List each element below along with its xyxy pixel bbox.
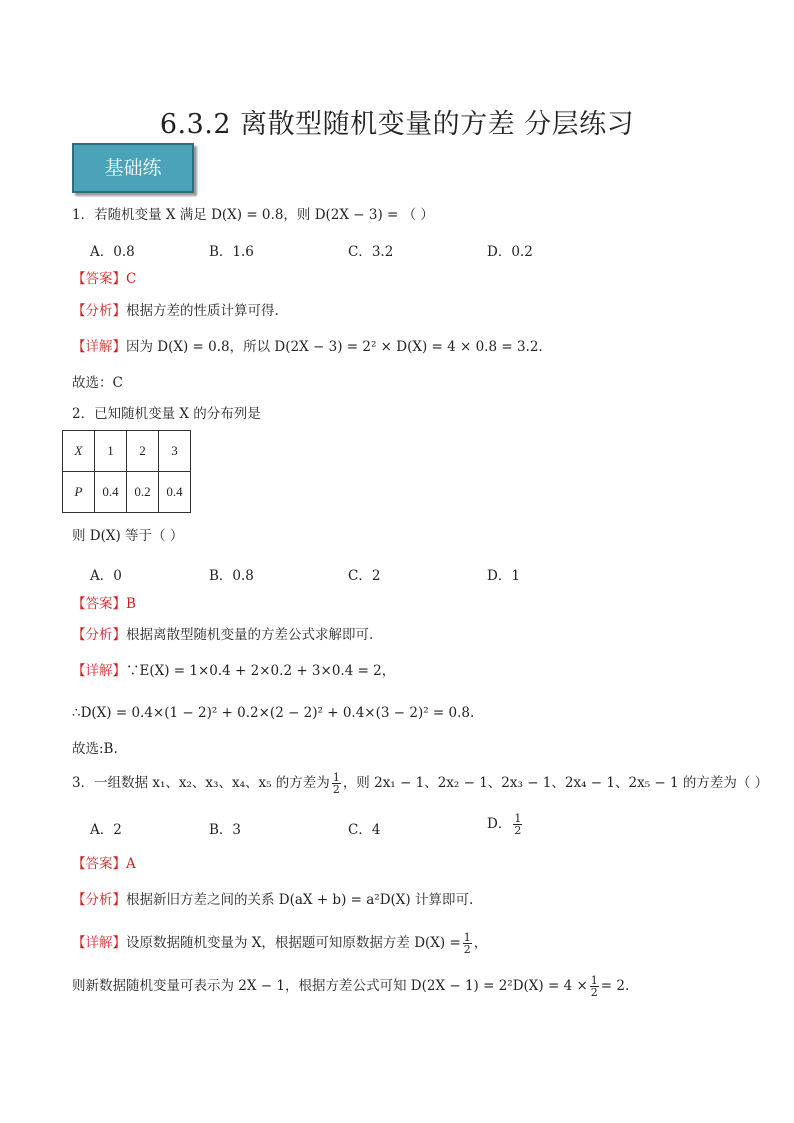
q3-analysis-text: 根据新旧方差之间的关系 D(aX + b) = a²D(X) 计算即可.: [126, 892, 474, 908]
table-cell: 0.2: [127, 472, 159, 513]
q3-stem: [72, 772, 768, 795]
q2-analysis: [72, 626, 373, 644]
table-row: [63, 472, 191, 513]
table-cell: 3: [159, 431, 191, 472]
q2-option-c: C．2: [348, 568, 381, 584]
q1-detail: [72, 338, 543, 356]
q3-answer-value: A: [126, 856, 136, 872]
q3-analysis: [72, 891, 473, 909]
fraction-numerator: 1: [463, 931, 471, 944]
fraction-numerator: 1: [514, 812, 522, 825]
q2-answer: [72, 595, 136, 613]
table-cell: 1: [95, 431, 127, 472]
q3-stem-b: ，则 2x₁ − 1、2x₂ − 1、2x₃ − 1、2x₄ − 1、2x₅ − 1 的方差为（ ）: [342, 775, 769, 791]
detail-label: 【详解】: [72, 935, 126, 951]
q2-ask: 则 D(X) 等于（ ）: [72, 528, 184, 544]
q2-answer-value: B: [126, 596, 136, 612]
q1-option-d: D．0.2: [487, 244, 533, 260]
fraction-denominator: 2: [332, 783, 340, 796]
q2-detail-2: ∴D(X) = 0.4×(1 − 2)² + 0.2×(2 − 2)² + 0.4×(3 − 2)² = 0.8.: [72, 705, 475, 721]
q1-choice: 故选：C: [72, 375, 123, 391]
q3-detail-end: ，: [473, 935, 488, 951]
answer-label: 【答案】: [72, 856, 126, 872]
q3-option-d: [487, 812, 524, 836]
q1-analysis-text: 根据方差的性质计算可得.: [126, 303, 279, 319]
q3-last-a: 则新数据随机变量可表示为 2X − 1，根据方差公式可知 D(2X − 1) = 2²D(X) = 4 ×: [72, 978, 588, 994]
q1-detail-text: 因为 D(X) = 0.8，所以 D(2X − 3) = 2² × D(X) = 4 × 0.8 = 3.2.: [126, 339, 543, 355]
page-title: 6.3.2 离散型随机变量的方差 分层练习: [159, 109, 635, 140]
fraction-denominator: 2: [463, 943, 471, 956]
q1-answer-value: C: [126, 271, 137, 287]
detail-label: 【详解】: [72, 663, 126, 679]
answer-label: 【答案】: [72, 271, 126, 287]
table-cell: P: [63, 472, 95, 513]
q1-analysis: [72, 302, 279, 320]
q3-detail: [72, 932, 487, 955]
q3-option-c: C．4: [348, 822, 381, 838]
table-cell: 0.4: [95, 472, 127, 513]
fraction-half: [590, 975, 599, 998]
q1-option-c: C．3.2: [348, 244, 394, 260]
q2-detail: [72, 662, 395, 680]
q1-answer: [72, 270, 136, 288]
fraction-half: [513, 813, 522, 836]
q3-option-d-label: D．: [487, 816, 512, 832]
q2-choice: 故选:B.: [72, 741, 118, 757]
q2-option-d: D．1: [487, 568, 520, 584]
q3-answer: [72, 855, 136, 873]
analysis-label: 【分析】: [72, 892, 126, 908]
q2-stem: 2．已知随机变量 X 的分布列是: [72, 406, 261, 422]
q2-analysis-text: 根据离散型随机变量的方差公式求解即可.: [126, 627, 374, 643]
q1-stem: 1．若随机变量 X 满足 D(X) = 0.8，则 D(2X − 3) = （ ）: [72, 207, 434, 223]
q3-option-b: B．3: [209, 822, 242, 838]
q3-detail-text: 设原数据随机变量为 X，根据题可知原数据方差 D(X) =: [126, 935, 461, 951]
fraction-half: [463, 932, 472, 955]
q1-option-a: A．0.8: [90, 244, 135, 260]
analysis-label: 【分析】: [72, 627, 126, 643]
section-badge: 基础练: [72, 143, 194, 193]
q3-last-b: = 2.: [600, 978, 630, 994]
q3-last-line: [72, 975, 629, 998]
fraction-denominator: 2: [514, 824, 522, 837]
detail-label: 【详解】: [72, 339, 126, 355]
analysis-label: 【分析】: [72, 303, 126, 319]
table-row: [63, 431, 191, 472]
q2-detail-text: ∵E(X) = 1×0.4 + 2×0.2 + 3×0.4 = 2，: [126, 663, 396, 679]
table-cell: 0.4: [159, 472, 191, 513]
q2-option-b: B．0.8: [209, 568, 254, 584]
table-cell: X: [63, 431, 95, 472]
fraction-numerator: 1: [590, 974, 598, 987]
q3-option-a: A．2: [90, 822, 122, 838]
q2-option-a: A．0: [90, 568, 122, 584]
table-cell: 2: [127, 431, 159, 472]
fraction-numerator: 1: [332, 771, 340, 784]
q1-option-b: B．1.6: [209, 244, 254, 260]
fraction-half: [332, 772, 341, 795]
q3-stem-a: 3．一组数据 x₁、x₂、x₃、x₄、x₅ 的方差为: [72, 775, 330, 791]
fraction-denominator: 2: [590, 986, 598, 999]
answer-label: 【答案】: [72, 596, 126, 612]
distribution-table: [62, 430, 191, 513]
